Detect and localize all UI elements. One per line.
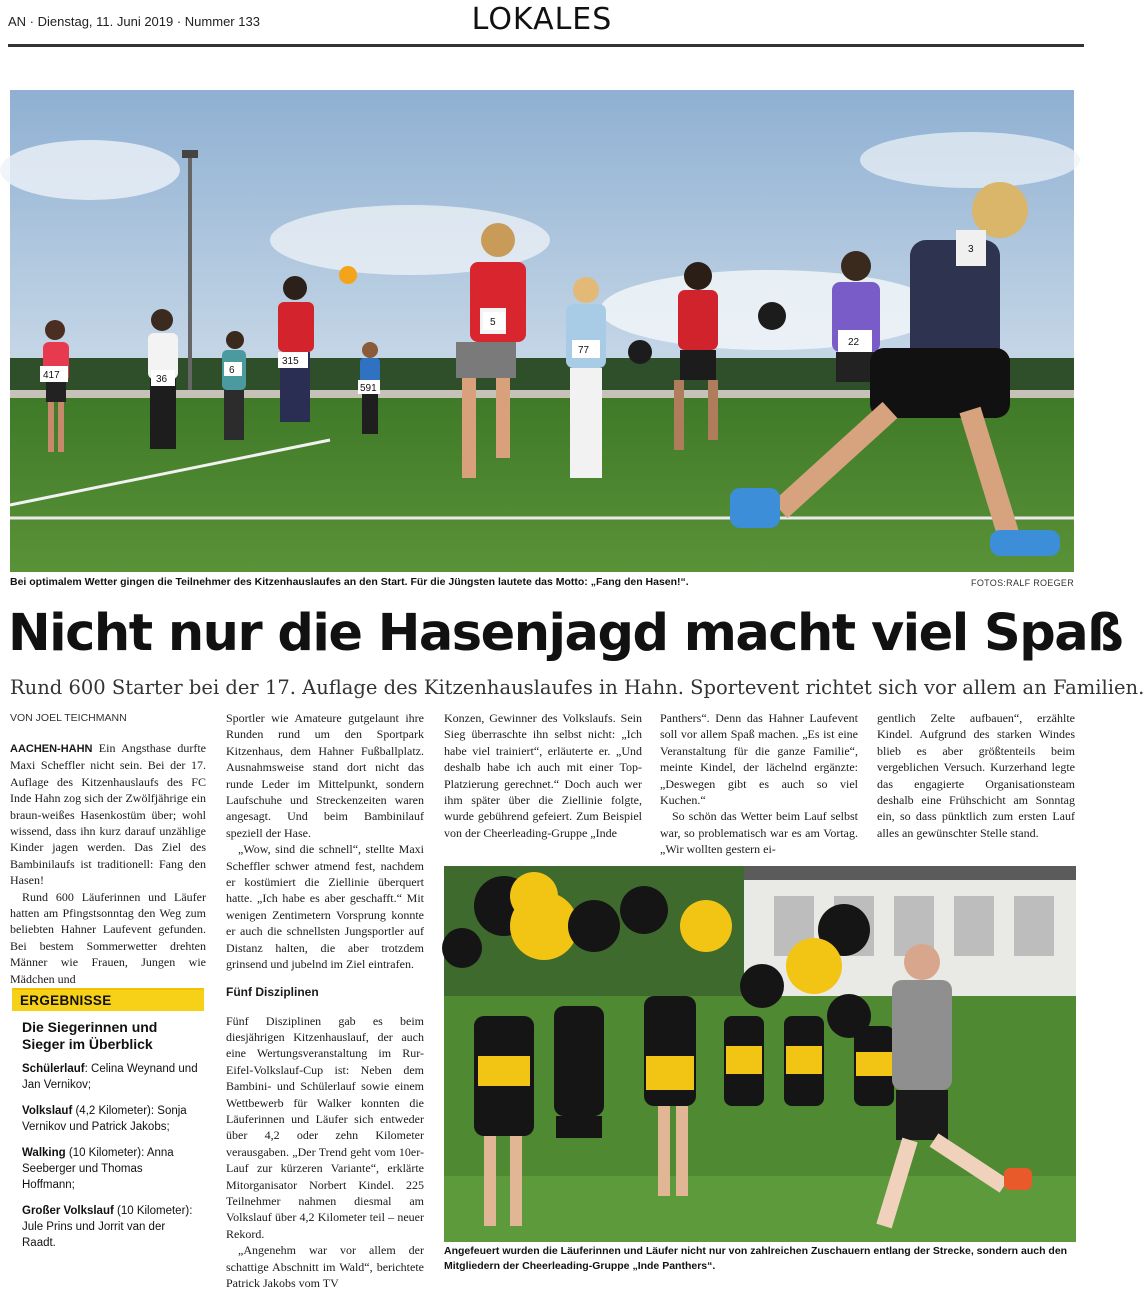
photo-credit: FOTOS:RALF ROEGER [971, 578, 1074, 588]
photo-caption: Angefeuert wurden die Läuferinnen und Läufer nicht nur von zahlreichen Zuschauern entlang der Strecke, sondern auch den Mitgliedern der Cheerleading-Gruppe „Inde Panthers“. [444, 1245, 1068, 1272]
paragraph: Rund 600 Läuferinnen und Läufer hatten am Pfingstsonntag den Weg zum beliebten Hahner Laufevent gefunden. Bei bestem Sommerwetter drehten Männer wie Frauen, Jungen wie Mädchen und [10, 889, 206, 986]
article-column-1 [10, 740, 206, 987]
subheading: Fünf Disziplinen [226, 984, 319, 999]
result-text: : Celina Weynand und Jan Vernikov; [22, 1063, 198, 1091]
result-text: (10 Kilometer): Anna Seeberger und Thomas Hoffmann; [22, 1147, 174, 1191]
result-entry [12, 1103, 204, 1145]
paragraph: „Wow, sind die schnell“, stellte Maxi Scheffler schwer atmend fest, nachdem er kostümiert die Ziellinie überquert hatte. „Ich habe es aber geschafft.“ Mit wenigen Zentimetern Vorsprung konnte er auch die schnellsten Jungsportler auf Distanz halten, die aber trotzdem grinsend und jubelnd im Ziel eintrafen. [226, 842, 424, 972]
paragraph-text: Ein Angsthase durfte Maxi Scheffler nicht sein. Bei der 17. Auflage des Kitzenhauslaufs des FC Inde Hahn zog sich der Zwölfjährige ein braun-weißes Hasenkostüm über; wohl wissend, dass ihn kurz darauf unzählige Kinder jagen werden. Das Ziel des Bambinilaufs ist traditionell: Fang den Hasen! [10, 741, 206, 888]
dateline: AACHEN-HAHN [10, 743, 93, 755]
result-label: Schülerlauf [22, 1063, 85, 1075]
cheerleaders-photo [444, 866, 1076, 1242]
article-column-3 [444, 710, 642, 841]
article-column-4 [660, 710, 858, 858]
result-entry [12, 1061, 204, 1103]
photo-caption: Bei optimalem Wetter gingen die Teilnehmer des Kitzenhauslaufes an den Start. Für die Jüngsten lautete das Motto: „Fang den Hasen!“. [10, 576, 689, 588]
result-text: (4,2 Kilometer): Sonja Vernikov und Patrick Jakobs; [22, 1105, 187, 1133]
lead-paragraph [10, 740, 206, 889]
bib-number: 591 [360, 383, 377, 394]
results-title: Die Siegerinnen und Sieger im Überblick [22, 1019, 158, 1052]
bib-number: 315 [282, 356, 299, 367]
result-entry [12, 1145, 204, 1203]
runners-photo [10, 90, 1074, 572]
bib-number: 417 [43, 370, 60, 381]
article-headline: Nicht nur die Hasenjagd macht viel Spaß [8, 604, 1123, 663]
result-entry [12, 1203, 204, 1261]
result-label: Walking [22, 1147, 66, 1159]
section-title: LOKALES [471, 2, 613, 37]
bib-number: 6 [229, 365, 235, 376]
result-label: Großer Volkslauf [22, 1205, 114, 1217]
bib-number: 3 [968, 244, 974, 255]
results-box [12, 988, 204, 1274]
bib-number: 5 [490, 317, 496, 328]
paragraph: So schön das Wetter beim Lauf selbst war, so problematisch war es am Vortag. „Wir wollten gestern ei- [660, 809, 858, 857]
article-column-2 [226, 710, 424, 1291]
paragraph: Fünf Disziplinen gab es beim diesjährigen Kitzenhauslauf, der auch eine Wertungsveranstaltung im Rur-Eifel-Volkslauf-Cup ist: Neben dem Bambini- und Schülerlauf sowie einem Wettbewerb für Walker konnten die Läuferinnen und Läufer sich entweder über 4,2 oder zehn Kilometer verausgaben. „Der Trend geht vom 10er-Lauf zur kürzeren Variante“, erklärte Mitorganisator Norbert Kindel. 225 Teilnehmer nahmen diesmal am Volkslauf über 4,2 Kilometer teil – neuer Rekord. [226, 1013, 424, 1241]
paragraph: Konzen, Gewinner des Volkslaufs. Sein Sieg überraschte ihn selbst nicht: „Ich habe viel trainiert“, erläuterte er. „Und deshalb habe ich auch mit einer Top-Platzierung gerechnet.“ Doch auch wer ihm später über die Ziellinie folgte, wurde gebührend gefeiert. Zum Beispiel von der Cheerleading-Gruppe „Inde [444, 711, 642, 840]
bib-number: 77 [578, 345, 590, 356]
byline: VON JOEL TEICHMANN [10, 712, 127, 724]
paragraph: Sportler wie Amateure gutgelaunt ihre Runden rund um den Sportpark Kitzenhaus, dem Hahner Fußballplatz. Ausnahmsweise stand dort nicht das runde Leder im Mittelpunkt, sondern Laufschuhe und Streckenzeiten waren angesagt. Und beim Bambinilauf speziell der Hase. [226, 711, 424, 840]
article-column-5 [877, 710, 1075, 841]
bib-number: 36 [156, 374, 168, 385]
results-flag: ERGEBNISSE [12, 990, 204, 1011]
header-rule [8, 44, 1084, 47]
paragraph: Panthers“. Denn das Hahner Laufevent soll vor allem Spaß machen. „Es ist eine Veranstaltung für die ganze Familie“, meinte Kindel, der lächelnd ergänzte: „Deswegen gibt es auch so viel Kuchen.“ [660, 711, 858, 808]
bib-number: 22 [848, 337, 860, 348]
article-subline: Rund 600 Starter bei der 17. Auflage des Kitzenhauslaufes in Hahn. Sportevent richtet sich vor allem an Familien. [10, 676, 1144, 699]
paragraph: „Angenehm war vor allem der schattige Abschnitt im Wald“, berichtete Patrick Jakobs vom TV [226, 1243, 424, 1290]
page-meta: AN · Dienstag, 11. Juni 2019 · Nummer 133 [8, 14, 260, 29]
paragraph: gentlich Zelte aufbauen“, erzählte Kindel. Aufgrund des starken Windes blieb es aber größtenteils beim vergeblichen Versuch. Kurzerhand legte das engagierte Organisationsteam deshalb eine Frühschicht am Sonntag ein, so dass pünktlich zum ersten Lauf alles an gewünschter Stelle stand. [877, 711, 1075, 840]
result-label: Volkslauf [22, 1105, 73, 1117]
result-text: (10 Kilometer): Jule Prins und Jorrit van der Raadt. [22, 1205, 193, 1249]
